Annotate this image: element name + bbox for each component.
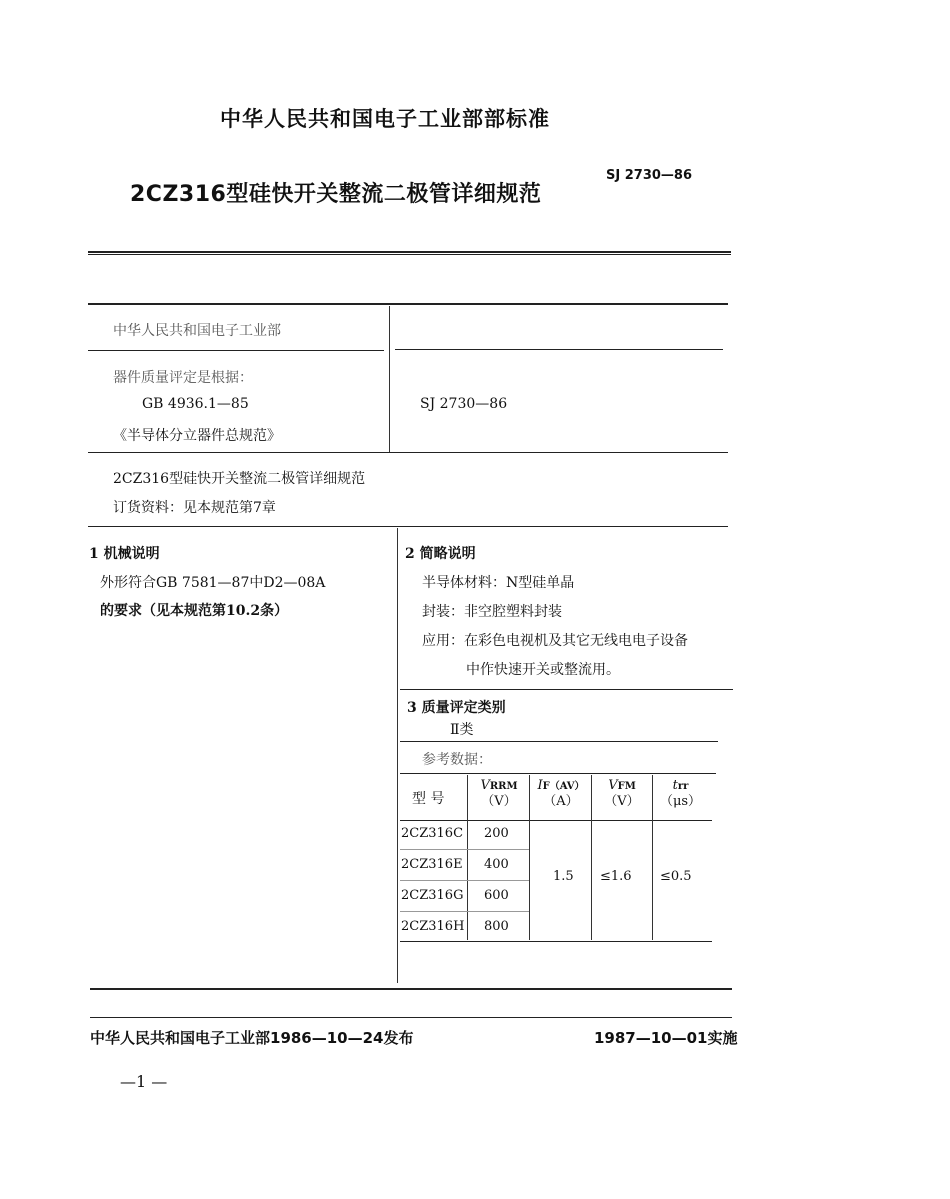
sections-divider xyxy=(397,528,398,983)
if-subscript: F（AV） xyxy=(542,781,585,792)
ref-header-vrrm xyxy=(470,778,528,809)
document-org-heading: 中华人民共和国电子工业部部标准 xyxy=(220,107,550,131)
ref-row-vrrm-3: 800 xyxy=(484,919,509,934)
issued-date: 中华人民共和国电子工业部1986—10—24发布 xyxy=(90,1029,414,1047)
vfm-subscript: FM xyxy=(617,781,636,792)
effective-date: 1987—10—01实施 xyxy=(594,1029,738,1047)
section-3-heading: 3 质量评定类别 xyxy=(407,700,506,716)
section-2-heading: 2 简略说明 xyxy=(405,546,476,562)
ref-data-rule xyxy=(400,741,718,742)
order-info: 订货资料：见本规范第7章 xyxy=(113,500,276,516)
trr-unit: （μs） xyxy=(659,794,702,809)
issuer-text: 中华人民共和国电子工业部 xyxy=(113,323,281,339)
vrrm-symbol: V xyxy=(480,778,490,793)
trr-subscript: rr xyxy=(677,781,689,792)
spec-title: 2CZ316型硅快开关整流二极管详细规范 xyxy=(113,471,366,487)
info-box-right-rule xyxy=(395,349,723,350)
section-3-top-rule xyxy=(400,689,733,690)
vrrm-subscript: RRM xyxy=(489,781,518,792)
page-number: —1 — xyxy=(120,1072,168,1091)
vfm-symbol: V xyxy=(608,778,618,793)
ref-header-if xyxy=(530,778,592,809)
ref-row-vrrm-0: 200 xyxy=(484,826,509,841)
bottom-rule xyxy=(90,988,732,990)
section-1-heading: 1 机械说明 xyxy=(89,546,160,562)
sections-top-rule xyxy=(88,526,728,527)
ref-table-header-bottom xyxy=(400,820,712,821)
document-code: SJ 2730—86 xyxy=(606,168,692,183)
ref-row-vrrm-2: 600 xyxy=(484,888,509,903)
standard-number: SJ 2730—86 xyxy=(420,396,508,412)
top-rule-thin xyxy=(88,254,731,255)
section-1-line-2: 的要求（见本规范第10.2条） xyxy=(100,603,289,619)
ref-header-vfm xyxy=(592,778,652,809)
ref-table-bottom xyxy=(400,941,712,942)
ref-row-rule-2 xyxy=(400,880,529,881)
info-box-top xyxy=(88,303,728,305)
ref-row-rule-1 xyxy=(400,849,529,850)
info-box-divider xyxy=(389,306,390,452)
application-text: 应用：在彩色电视机及其它无线电电子设备 xyxy=(422,633,688,649)
ref-table-col-1 xyxy=(467,775,468,940)
application-text-2: 中作快速开关或整流用。 xyxy=(466,662,620,678)
vfm-unit: （V） xyxy=(604,794,640,809)
ref-header-model: 型 号 xyxy=(412,791,445,807)
trr-symbol: t xyxy=(672,778,678,793)
top-rule xyxy=(88,251,731,253)
info-box-bottom xyxy=(88,452,728,453)
section-1-line-1: 外形符合GB 7581—87中D2—08A xyxy=(100,575,326,591)
ref-table-top xyxy=(400,773,716,774)
info-box-left-rule xyxy=(88,350,384,351)
ref-row-model-2: 2CZ316G xyxy=(401,888,464,903)
if-unit: （A） xyxy=(543,794,579,809)
ref-row-vrrm-1: 400 xyxy=(484,857,509,872)
basis-standard-name: 《半导体分立器件总规范》 xyxy=(113,428,281,444)
quality-category: Ⅱ类 xyxy=(450,722,474,738)
package-text: 封装：非空腔塑料封装 xyxy=(422,604,562,620)
if-symbol: I xyxy=(537,778,543,793)
ref-row-model-3: 2CZ316H xyxy=(401,919,465,934)
material-text: 半导体材料：N型硅单晶 xyxy=(422,575,575,591)
ref-row-model-0: 2CZ316C xyxy=(401,826,464,841)
ref-value-trr: ≤0.5 xyxy=(660,869,692,884)
ref-row-rule-3 xyxy=(400,911,529,912)
ref-row-model-1: 2CZ316E xyxy=(401,857,463,872)
vrrm-unit: （V） xyxy=(481,794,517,809)
ref-data-label: 参考数据： xyxy=(422,752,492,768)
bottom-rule-thin xyxy=(90,1017,732,1018)
basis-standard: GB 4936.1—85 xyxy=(142,396,249,412)
document-title: 2CZ316型硅快开关整流二极管详细规范 xyxy=(130,182,542,207)
ref-value-vfm: ≤1.6 xyxy=(600,869,632,884)
basis-label: 器件质量评定是根据： xyxy=(113,370,253,386)
ref-value-if-av: 1.5 xyxy=(553,869,574,884)
ref-header-trr xyxy=(653,778,708,809)
